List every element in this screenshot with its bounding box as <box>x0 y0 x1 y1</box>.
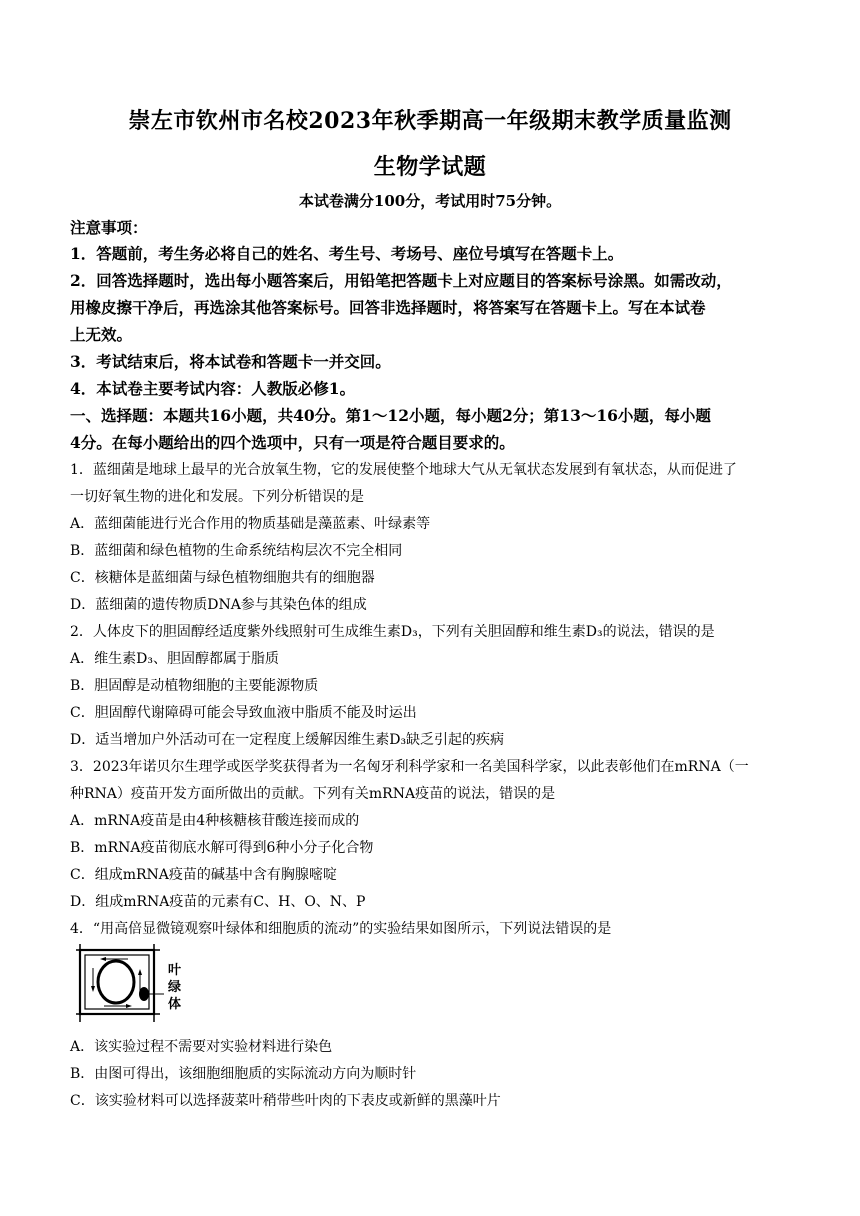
question-1-stem: 1．蓝细菌是地球上最早的光合放氧生物，它的发展使整个地球大气从无氧状态发展到有氧状态，从而促进了 <box>70 462 737 478</box>
question-2-option-a: A．维生素D₃、胆固醇都属于脂质 <box>70 651 279 667</box>
question-4-stem: 4．“用高倍显微镜观察叶绿体和细胞质的流动”的实验结果如图所示，下列说法错误的是 <box>70 921 612 937</box>
section-heading-line-1: 一、选择题：本题共16小题，共40分。第1～12小题，每小题2分；第13～16小题，每小题 <box>70 406 711 425</box>
exam-title: 崇左市钦州市名校2023年秋季期高一年级期末教学质量监测 <box>128 108 732 134</box>
question-4-option-c: C．该实验材料可以选择菠菜叶稍带些叶肉的下表皮或新鲜的黑藻叶片 <box>70 1093 501 1109</box>
question-3-stem: 3．2023年诺贝尔生理学或医学奖获得者为一名匈牙利科学家和一名美国科学家，以此表彰他们在mRNA（一 <box>70 759 749 775</box>
notice-heading: 注意事项： <box>70 218 148 237</box>
question-2-option-b: B．胆固醇是动植物细胞的主要能源物质 <box>70 678 319 694</box>
question-1-option-a: A．蓝细菌能进行光合作用的物质基础是藻蓝素、叶绿素等 <box>70 516 431 532</box>
question-1-option-c: C．核糖体是蓝细菌与绿色植物细胞共有的细胞器 <box>70 570 375 586</box>
question-3-option-d: D．组成mRNA疫苗的元素有C、H、O、N、P <box>70 894 366 910</box>
question-1-option-b: B．蓝细菌和绿色植物的生命系统结构层次不完全相同 <box>70 543 403 559</box>
notice-item: 1．答题前，考生务必将自己的姓名、考生号、考场号、座位号填写在答题卡上。 <box>70 244 624 263</box>
exam-info: 本试卷满分100分，考试用时75分钟。 <box>298 192 562 210</box>
notice-item: 4．本试卷主要考试内容：人教版必修1。 <box>70 379 356 398</box>
question-4-option-a: A．该实验过程不需要对实验材料进行染色 <box>70 1039 333 1055</box>
notice-item: 上无效。 <box>70 325 133 344</box>
notice-item: 3．考试结束后，将本试卷和答题卡一并交回。 <box>70 352 391 371</box>
question-4-option-b: B．由图可得出，该细胞细胞质的实际流动方向为顺时针 <box>70 1066 417 1082</box>
question-2-stem: 2．人体皮下的胆固醇经适度紫外线照射可生成维生素D₃，下列有关胆固醇和维生素D₃的说法，错误的是 <box>70 624 715 640</box>
chloroplast-label: 叶绿体 <box>168 963 182 1012</box>
question-3-option-b: B．mRNA疫苗彻底水解可得到6种小分子化合物 <box>70 840 374 856</box>
question-3-stem: 种RNA）疫苗开发方面所做出的贡献。下列有关mRNA疫苗的说法，错误的是 <box>70 786 556 802</box>
question-1-stem: 一切好氧生物的进化和发展。下列分析错误的是 <box>70 489 364 505</box>
section-heading-line-2: 4分。在每小题给出的四个选项中，只有一项是符合题目要求的。 <box>70 433 515 452</box>
notice-item: 用橡皮擦干净后，再选涂其他答案标号。回答非选择题时，将答案写在答题卡上。写在本试卷 <box>70 298 706 317</box>
question-2-option-c: C．胆固醇代谢障碍可能会导致血液中脂质不能及时运出 <box>70 705 417 721</box>
question-1-option-d: D．蓝细菌的遗传物质DNA参与其染色体的组成 <box>70 597 367 613</box>
cell-figure <box>76 944 194 1024</box>
notice-item: 2．回答选择题时，选出每小题答案后，用铅笔把答题卡上对应题目的答案标号涂黑。如需改动， <box>70 271 732 290</box>
exam-subject: 生物学试题 <box>373 154 487 180</box>
question-3-option-c: C．组成mRNA疫苗的碱基中含有胸腺嘧啶 <box>70 867 337 883</box>
question-3-option-a: A．mRNA疫苗是由4种核糖核苷酸连接而成的 <box>70 813 360 829</box>
question-2-option-d: D．适当增加户外活动可在一定程度上缓解因维生素D₃缺乏引起的疾病 <box>70 732 505 748</box>
